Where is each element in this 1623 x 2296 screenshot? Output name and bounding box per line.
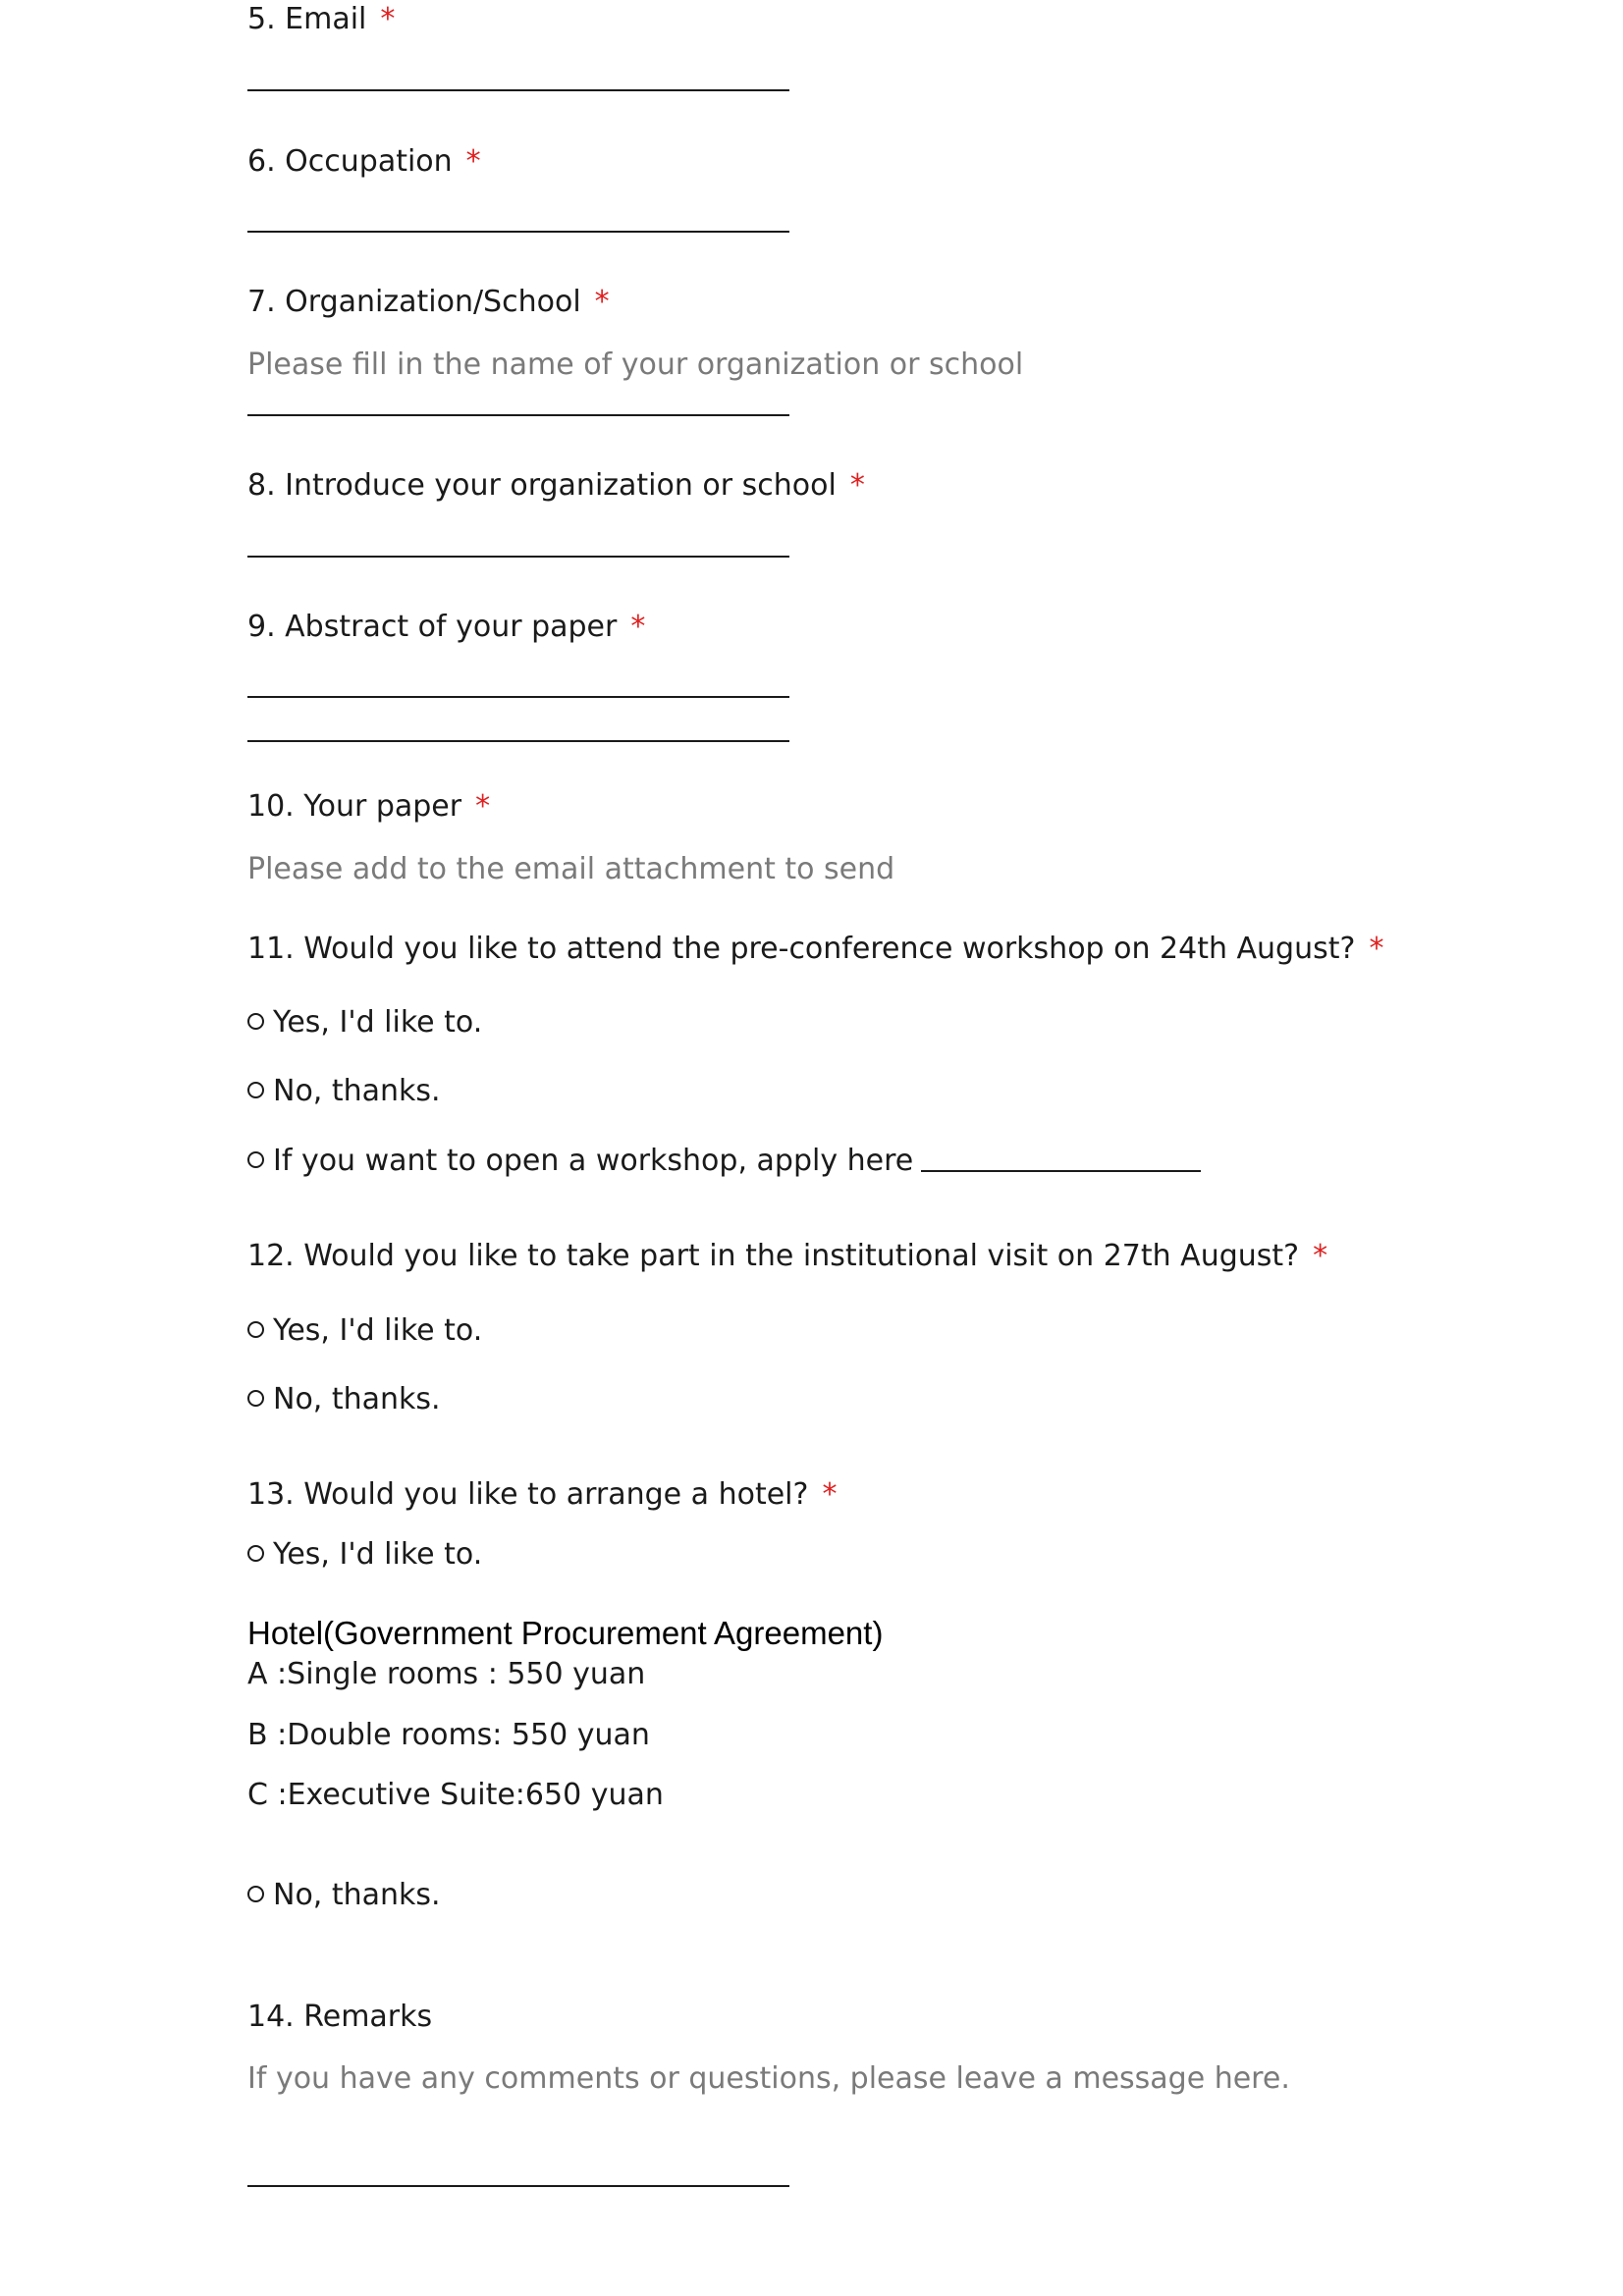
option-label: Yes, I'd like to. xyxy=(273,1313,483,1348)
option-label: No, thanks. xyxy=(273,1074,441,1108)
organization-hint: Please fill in the name of your organization or school xyxy=(247,347,1024,382)
radio-circle-icon[interactable] xyxy=(247,1013,264,1030)
question-text: 14. Remarks xyxy=(247,2000,433,2034)
question-paper-label xyxy=(247,787,490,827)
remarks-answer-line[interactable] xyxy=(247,2185,789,2187)
radio-circle-icon[interactable] xyxy=(247,1545,264,1562)
question-text: 13. Would you like to arrange a hotel? xyxy=(247,1477,809,1512)
email-answer-line[interactable] xyxy=(247,89,789,91)
radio-circle-icon[interactable] xyxy=(247,1321,264,1338)
remarks-hint: If you have any comments or questions, please leave a message here. xyxy=(247,2061,1290,2096)
question-email-label xyxy=(247,0,395,39)
required-asterisk: * xyxy=(849,468,865,503)
question-institutional-visit-label xyxy=(247,1237,1327,1276)
question-workshop-label xyxy=(247,930,1383,969)
required-asterisk: * xyxy=(594,285,610,319)
question-text: 9. Abstract of your paper xyxy=(247,610,618,644)
question-text: 7. Organization/School xyxy=(247,285,581,319)
option-label: No, thanks. xyxy=(273,1382,441,1416)
occupation-answer-line[interactable] xyxy=(247,231,789,233)
question-text: 8. Introduce your organization or school xyxy=(247,468,837,503)
option-label: Yes, I'd like to. xyxy=(273,1005,483,1040)
question-organization-label xyxy=(247,283,610,322)
apply-workshop-answer-line[interactable] xyxy=(921,1170,1201,1172)
visit-option-no[interactable] xyxy=(247,1380,441,1419)
organization-answer-line[interactable] xyxy=(247,414,789,416)
question-text: 6. Occupation xyxy=(247,144,453,179)
required-asterisk: * xyxy=(630,610,646,644)
hotel-room-double: B :Double rooms: 550 yuan xyxy=(247,1718,650,1752)
option-label: If you want to open a workshop, apply here xyxy=(273,1144,914,1178)
required-asterisk: * xyxy=(465,144,481,179)
option-label: Yes, I'd like to. xyxy=(273,1537,483,1572)
question-text: 10. Your paper xyxy=(247,789,462,824)
required-asterisk: * xyxy=(822,1477,838,1512)
question-text: 12. Would you like to take part in the institutional visit on 27th August? xyxy=(247,1239,1300,1273)
question-occupation-label xyxy=(247,142,481,182)
radio-circle-icon[interactable] xyxy=(247,1151,264,1168)
radio-circle-icon[interactable] xyxy=(247,1886,264,1902)
question-text: 5. Email xyxy=(247,2,367,36)
hotel-option-yes[interactable] xyxy=(247,1535,482,1575)
question-hotel-label xyxy=(247,1475,837,1515)
hotel-room-single: A :Single rooms : 550 yuan xyxy=(247,1657,646,1691)
hotel-option-no[interactable] xyxy=(247,1876,441,1915)
required-asterisk: * xyxy=(1369,932,1384,966)
option-label: No, thanks. xyxy=(273,1878,441,1912)
question-remarks-label xyxy=(247,1998,432,2037)
radio-circle-icon[interactable] xyxy=(247,1082,264,1098)
introduce-organization-answer-line[interactable] xyxy=(247,556,789,558)
workshop-option-yes[interactable] xyxy=(247,1003,482,1042)
question-introduce-organization-label xyxy=(247,466,865,506)
abstract-answer-line[interactable] xyxy=(247,740,789,742)
radio-circle-icon[interactable] xyxy=(247,1390,264,1407)
question-abstract-label xyxy=(247,608,645,647)
abstract-answer-line[interactable] xyxy=(247,696,789,698)
required-asterisk: * xyxy=(1313,1239,1328,1273)
hotel-room-executive: C :Executive Suite:650 yuan xyxy=(247,1778,664,1812)
paper-hint: Please add to the email attachment to send xyxy=(247,852,895,886)
workshop-option-apply[interactable] xyxy=(247,1142,1201,1181)
question-text: 11. Would you like to attend the pre-conference workshop on 24th August? xyxy=(247,932,1356,966)
workshop-option-no[interactable] xyxy=(247,1072,441,1111)
required-asterisk: * xyxy=(380,2,396,36)
required-asterisk: * xyxy=(475,789,491,824)
hotel-section-title: Hotel(Government Procurement Agreement) xyxy=(247,1615,884,1651)
visit-option-yes[interactable] xyxy=(247,1311,482,1351)
